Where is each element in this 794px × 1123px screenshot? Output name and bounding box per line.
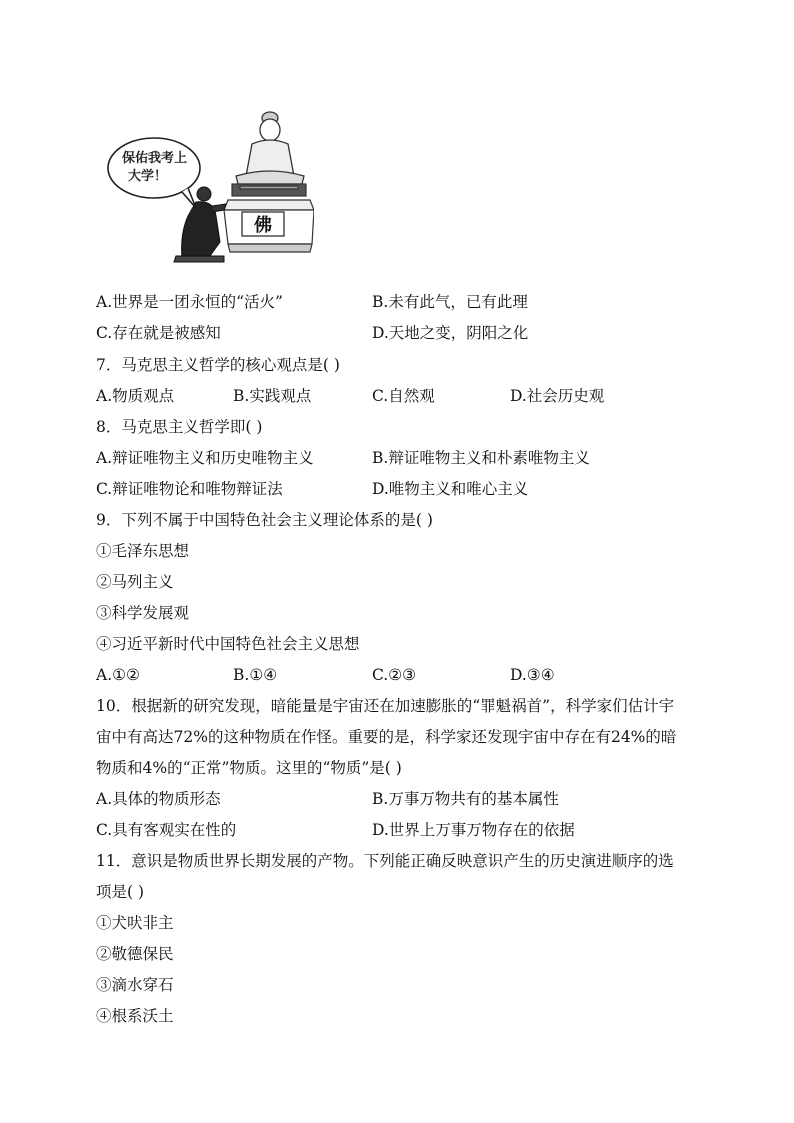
q9-item-2: ②马列主义 [96, 573, 174, 591]
q9-item-3: ③科学发展观 [96, 604, 190, 622]
q9-option-c: C.②③ [372, 666, 417, 684]
q8-stem: 8．马克思主义哲学即( ) [96, 418, 263, 436]
q11-item-3: ③滴水穿石 [96, 976, 174, 994]
q11-item-1: ①犬吠非主 [96, 914, 174, 932]
q11-item-2: ②敬德保民 [96, 945, 174, 963]
q7-option-c: C.自然观 [372, 387, 435, 405]
kneeling-worshipper [174, 187, 226, 262]
q9-item-1: ①毛泽东思想 [96, 542, 190, 560]
q6-option-d: D.天地之变，阴阳之化 [372, 324, 529, 342]
q9-stem: 9．下列不属于中国特色社会主义理论体系的是( ) [96, 511, 433, 529]
q6-option-b: B.未有此气，已有此理 [372, 293, 528, 311]
q9-option-b: B.①④ [233, 666, 278, 684]
q7-stem: 7．马克思主义哲学的核心观点是( ) [96, 356, 340, 374]
q10-stem-line1: 10．根据新的研究发现，暗能量是宇宙还在加速膨胀的“罪魁祸首”，科学家们估计宇 [96, 697, 675, 715]
q10-option-a: A.具体的物质形态 [96, 790, 221, 808]
q6-option-a: A.世界是一团永恒的“活火” [96, 293, 283, 311]
q11-stem-line2: 项是( ) [96, 883, 145, 901]
q8-option-b: B.辩证唯物主义和朴素唯物主义 [372, 449, 590, 467]
q10-stem-line3: 物质和4%的“正常”物质。这里的“物质”是( ) [96, 759, 402, 777]
q10-option-c: C.具有客观实在性的 [96, 821, 237, 839]
q11-stem-line1: 11．意识是物质世界长期发展的产物。下列能正确反映意识产生的历史演进顺序的选 [96, 852, 674, 870]
speech-bubble-line1: 保佑我考上 [122, 151, 188, 166]
q9-option-d: D.③④ [510, 666, 555, 684]
q10-stem-line2: 宙中有高达72%的这种物质在作怪。重要的是，科学家还发现宇宙中存在有24%的暗 [96, 728, 677, 746]
q6-option-c: C.存在就是被感知 [96, 324, 221, 342]
q11-item-4: ④根系沃土 [96, 1007, 174, 1025]
q7-option-d: D.社会历史观 [510, 387, 605, 405]
praying-cartoon-illustration [104, 104, 314, 274]
q9-item-4: ④习近平新时代中国特色社会主义思想 [96, 635, 360, 653]
q7-option-b: B.实践观点 [233, 387, 312, 405]
q8-option-c: C.辩证唯物论和唯物辩证法 [96, 480, 283, 498]
q7-option-a: A.物质观点 [96, 387, 175, 405]
q9-option-a: A.①② [96, 666, 140, 684]
q10-option-d: D.世界上万事万物存在的依据 [372, 821, 575, 839]
tablet-text: 佛 [254, 215, 272, 236]
q10-option-b: B.万事万物共有的基本属性 [372, 790, 559, 808]
q8-option-d: D.唯物主义和唯心主义 [372, 480, 529, 498]
buddha-statue [236, 112, 304, 184]
q8-option-a: A.辩证唯物主义和历史唯物主义 [96, 449, 314, 467]
speech-bubble-line2: 大学！ [128, 169, 168, 184]
